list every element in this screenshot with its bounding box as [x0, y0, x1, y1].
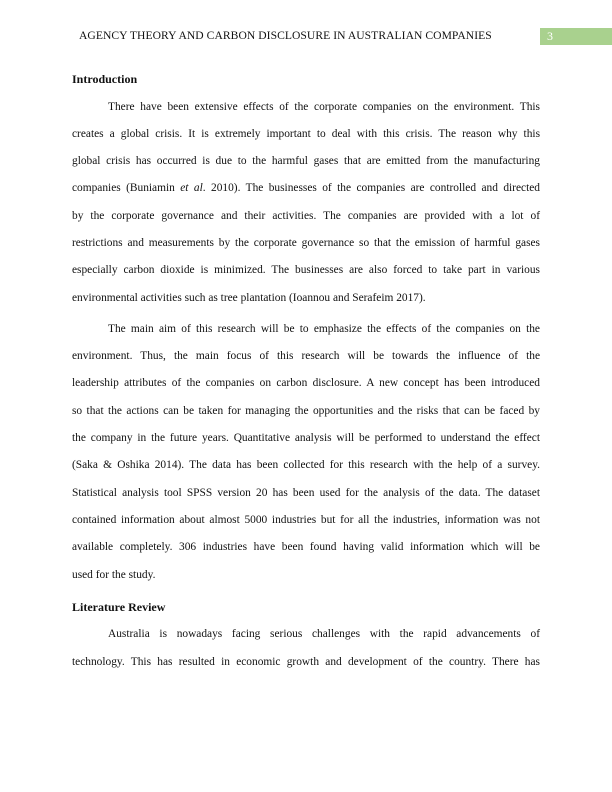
text-line: so that the actions can be taken for managing the opportunities and the risks that can be faced by — [72, 404, 540, 417]
text-segment: companies (Buniamin — [72, 182, 181, 195]
paragraph-lit-1 — [72, 621, 540, 676]
text-line: creates a global crisis. It is extremely important to deal with this crisis. The reason why this — [72, 127, 540, 140]
section-heading-literature-review: Literature Review — [72, 599, 166, 614]
text-line: (Saka & Oshika 2014). The data has been collected for this research with the help of a survey. — [72, 459, 540, 472]
page-body — [72, 65, 540, 680]
paragraph-intro-2 — [72, 316, 540, 589]
text-line: the company in the future years. Quantitative analysis will be performed to understand the effect — [72, 432, 540, 445]
text-line: Australia is nowadays facing serious challenges with the rapid advancements of — [108, 628, 540, 641]
text-line: used for the study. — [72, 568, 156, 581]
text-line: by the corporate governance and their activities. The companies are provided with a lot of — [72, 209, 540, 222]
text-line: environmental activities such as tree plantation (Ioannou and Serafeim 2017). — [72, 291, 426, 304]
text-line: Statistical analysis tool SPSS version 20 has been used for the analysis of the data. The dataset — [72, 486, 540, 499]
text-line: contained information about almost 5000 industries but for all the industries, information was not — [72, 513, 540, 526]
text-line: available completely. 306 industries have been found having valid information which will be — [72, 541, 540, 554]
text-line: especially carbon dioxide is minimized. The businesses are also forced to take part in various — [72, 264, 540, 277]
text-line: technology. This has resulted in economic growth and development of the country. There has — [72, 655, 540, 668]
text-line: leadership attributes of the companies on carbon disclosure. A new concept has been introduced — [72, 377, 540, 390]
section-heading-introduction: Introduction — [72, 72, 138, 86]
page-number-badge: 3 — [540, 28, 612, 45]
text-line: There have been extensive effects of the corporate companies on the environment. This — [108, 100, 540, 113]
text-line: restrictions and measurements by the corporate governance so that the emission of harmful gases — [72, 236, 540, 249]
text-line: environment. Thus, the main focus of this research will be towards the influence of the — [72, 350, 540, 363]
text-segment: . 2010). The businesses of the companies are controlled and directed — [202, 182, 540, 195]
text-line: global crisis has occurred is due to the harmful gases that are emitted from the manufacturing — [72, 155, 540, 168]
running-header-title: AGENCY THEORY AND CARBON DISCLOSURE IN AUSTRALIAN COMPANIES — [79, 29, 492, 42]
citation-italic: et al — [180, 182, 203, 195]
text-line — [72, 175, 540, 202]
text-line: The main aim of this research will be to emphasize the effects of the companies on the — [108, 322, 540, 335]
paragraph-intro-1 — [72, 94, 540, 312]
